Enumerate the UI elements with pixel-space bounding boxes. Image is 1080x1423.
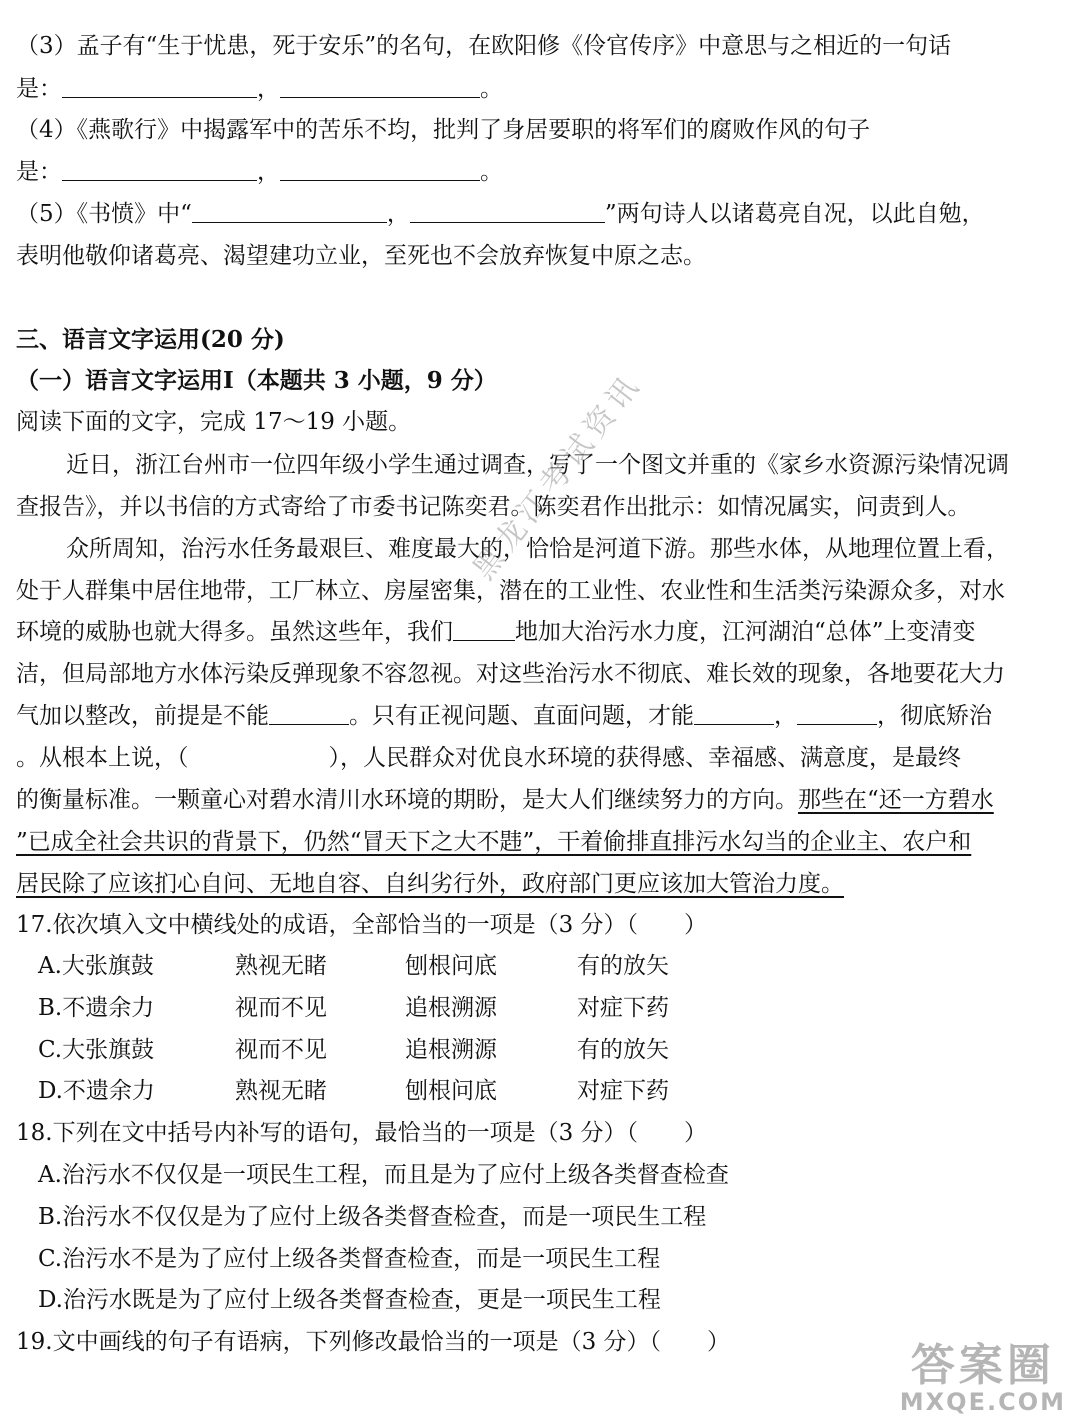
q17-option-a[interactable]: A.大张旗鼓 — [38, 953, 154, 979]
q17-option-d[interactable]: D.不遗余力 — [38, 1078, 155, 1104]
q5-blank-1[interactable] — [192, 200, 387, 223]
q18-option-b[interactable]: B.治污水不仅仅是为了应付上级各类督查检查，而是一项民生工程 — [38, 1204, 707, 1230]
q4-blank-2[interactable] — [280, 158, 480, 181]
section-instruction: 阅读下面的文字，完成 17～19 小题。 — [16, 409, 412, 435]
q17-option-d-3: 刨根问底 — [405, 1078, 497, 1104]
passage-p2-line2: 处于人群集中居住地带，工厂林立、房屋密集，潜在的工业性、农业性和生活类污染源众多，对水 — [16, 578, 1005, 604]
q17-option-a-4: 有的放矢 — [577, 953, 669, 979]
passage-text: 气加以整改，前提是不能 — [16, 703, 269, 729]
passage-text: ， — [774, 703, 797, 729]
logo-en: MXQE.COM — [899, 1388, 1066, 1416]
q5-prefix: （5）《书愤》中“ — [16, 201, 192, 227]
q17-option-a-2: 熟视无睹 — [235, 953, 327, 979]
passage-text: ，彻底矫治 — [877, 703, 992, 729]
watermark-text: 黑龙江考试资讯 — [466, 366, 650, 587]
underlined-sentence-line3: 居民除了应该扪心自问、无地自容、自纠劣行外，政府部门更应该加大管治力度。 — [16, 871, 844, 897]
q3-line2 — [16, 74, 503, 104]
passage-text: 地加大治污水力度，江河湖泊“总体”上变清变 — [515, 619, 976, 645]
q4-prefix: 是： — [16, 159, 62, 185]
idiom-blank-4[interactable] — [797, 702, 877, 725]
section-title: 三、语言文字运用(20 分) — [16, 326, 285, 353]
passage-text: 的衡量标准。一颗童心对碧水清川水环境的期盼，是大人们继续努力的方向。 — [16, 787, 798, 813]
q17-option-d-4: 对症下药 — [577, 1078, 669, 1104]
passage-p2-line6 — [16, 743, 961, 773]
q17-option-c-2: 视而不见 — [235, 1037, 327, 1063]
q17-option-b-4: 对症下药 — [577, 995, 669, 1021]
q17-option-b-2: 视而不见 — [235, 995, 327, 1021]
passage-text: 。只有正视问题、直面问题，才能 — [349, 703, 694, 729]
q5-blank-2[interactable] — [410, 200, 605, 223]
passage-p1-line2: 查报告》，并以书信的方式寄给了市委书记陈奕君。陈奕君作出批示：如情况属实，问责到人。 — [16, 494, 971, 520]
passage-text: ），人民群众对优良水环境的获得感、幸福感、满意度，是最终 — [328, 745, 961, 771]
passage-p2-line7 — [16, 785, 994, 815]
q17-option-b[interactable]: B.不遗余力 — [38, 995, 155, 1021]
q19-stem: 19.文中画线的句子有语病，下列修改最恰当的一项是（3 分）（ ） — [16, 1329, 731, 1355]
q3-blank-2[interactable] — [280, 75, 480, 98]
q3-prefix: 是： — [16, 76, 62, 102]
q17-option-b-3: 追根溯源 — [405, 995, 497, 1021]
passage-p2-line3 — [16, 617, 976, 647]
q5-sep: ， — [386, 201, 410, 227]
q17-option-c-3: 追根溯源 — [405, 1037, 497, 1063]
passage-p2-line4: 洁，但局部地方水体污染反弹现象不容忽视。对这些治污水不彻底、难长效的现象，各地要花大力 — [16, 661, 1005, 687]
q18-option-c[interactable]: C.治污水不是为了应付上级各类督查检查，而是一项民生工程 — [38, 1246, 661, 1272]
q17-stem: 17.依次填入文中横线处的成语，全部恰当的一项是（3 分）（ ） — [16, 912, 708, 938]
section-subtitle: （一）语言文字运用Ⅰ（本题共 3 小题，9 分） — [16, 367, 497, 394]
underlined-sentence-line2: ”已成全社会共识的背景下，仍然“冒天下之大不韪”，干着偷排直排污水勾当的企业主、农户和 — [16, 829, 972, 855]
q18-stem: 18.下列在文中括号内补写的语句，最恰当的一项是（3 分）（ ） — [16, 1120, 708, 1146]
q4-sep: ， — [257, 159, 280, 185]
q3-line1: （3）孟子有“生于忧患，死于安乐”的名句，在欧阳修《伶官传序》中意思与之相近的一句话 — [16, 33, 952, 59]
passage-p2-line5 — [16, 701, 992, 731]
q18-option-d[interactable]: D.治污水既是为了应付上级各类督查检查，更是一项民生工程 — [38, 1287, 661, 1313]
q17-option-d-2: 熟视无睹 — [235, 1078, 327, 1104]
idiom-blank-1[interactable] — [453, 618, 515, 641]
q17-option-c-4: 有的放矢 — [577, 1037, 669, 1063]
q4-blank-1[interactable] — [62, 158, 257, 181]
passage-text: 。从根本上说，（ — [16, 745, 189, 771]
idiom-blank-3[interactable] — [694, 702, 774, 725]
q17-option-a-3: 刨根问底 — [405, 953, 497, 979]
q4-line2 — [16, 157, 503, 187]
q4-end: 。 — [480, 159, 503, 185]
q5-line2: 表明他敬仰诸葛亮、渴望建功立业，至死也不会放弃恢复中原之志。 — [16, 243, 706, 269]
q3-blank-1[interactable] — [62, 75, 257, 98]
idiom-blank-2[interactable] — [269, 702, 349, 725]
site-logo — [899, 1340, 1066, 1416]
underlined-sentence: 那些在“还一方碧水 — [798, 787, 994, 813]
passage-p1-line1: 近日，浙江台州市一位四年级小学生通过调查，写了一个图文并重的《家乡水资源污染情况调 — [66, 452, 1009, 478]
passage-p2-line1: 众所周知，治污水任务最艰巨、难度最大的，恰恰是河道下游。那些水体，从地理位置上看， — [66, 536, 1009, 562]
logo-cn: 答案圈 — [910, 1340, 1055, 1391]
q3-sep: ， — [257, 76, 280, 102]
q17-option-c[interactable]: C.大张旗鼓 — [38, 1037, 155, 1063]
passage-text: 环境的威胁也就大得多。虽然这些年，我们 — [16, 619, 453, 645]
q18-option-a[interactable]: A.治污水不仅仅是一项民生工程，而且是为了应付上级各类督查检查 — [38, 1162, 729, 1188]
q3-end: 。 — [480, 76, 503, 102]
q5-line1 — [16, 199, 985, 229]
q5-suffix: ”两句诗人以诸葛亮自况，以此自勉， — [604, 201, 985, 227]
q4-line1: （4）《燕歌行》中揭露军中的苦乐不均，批判了身居要职的将军们的腐败作风的句子 — [16, 117, 871, 143]
